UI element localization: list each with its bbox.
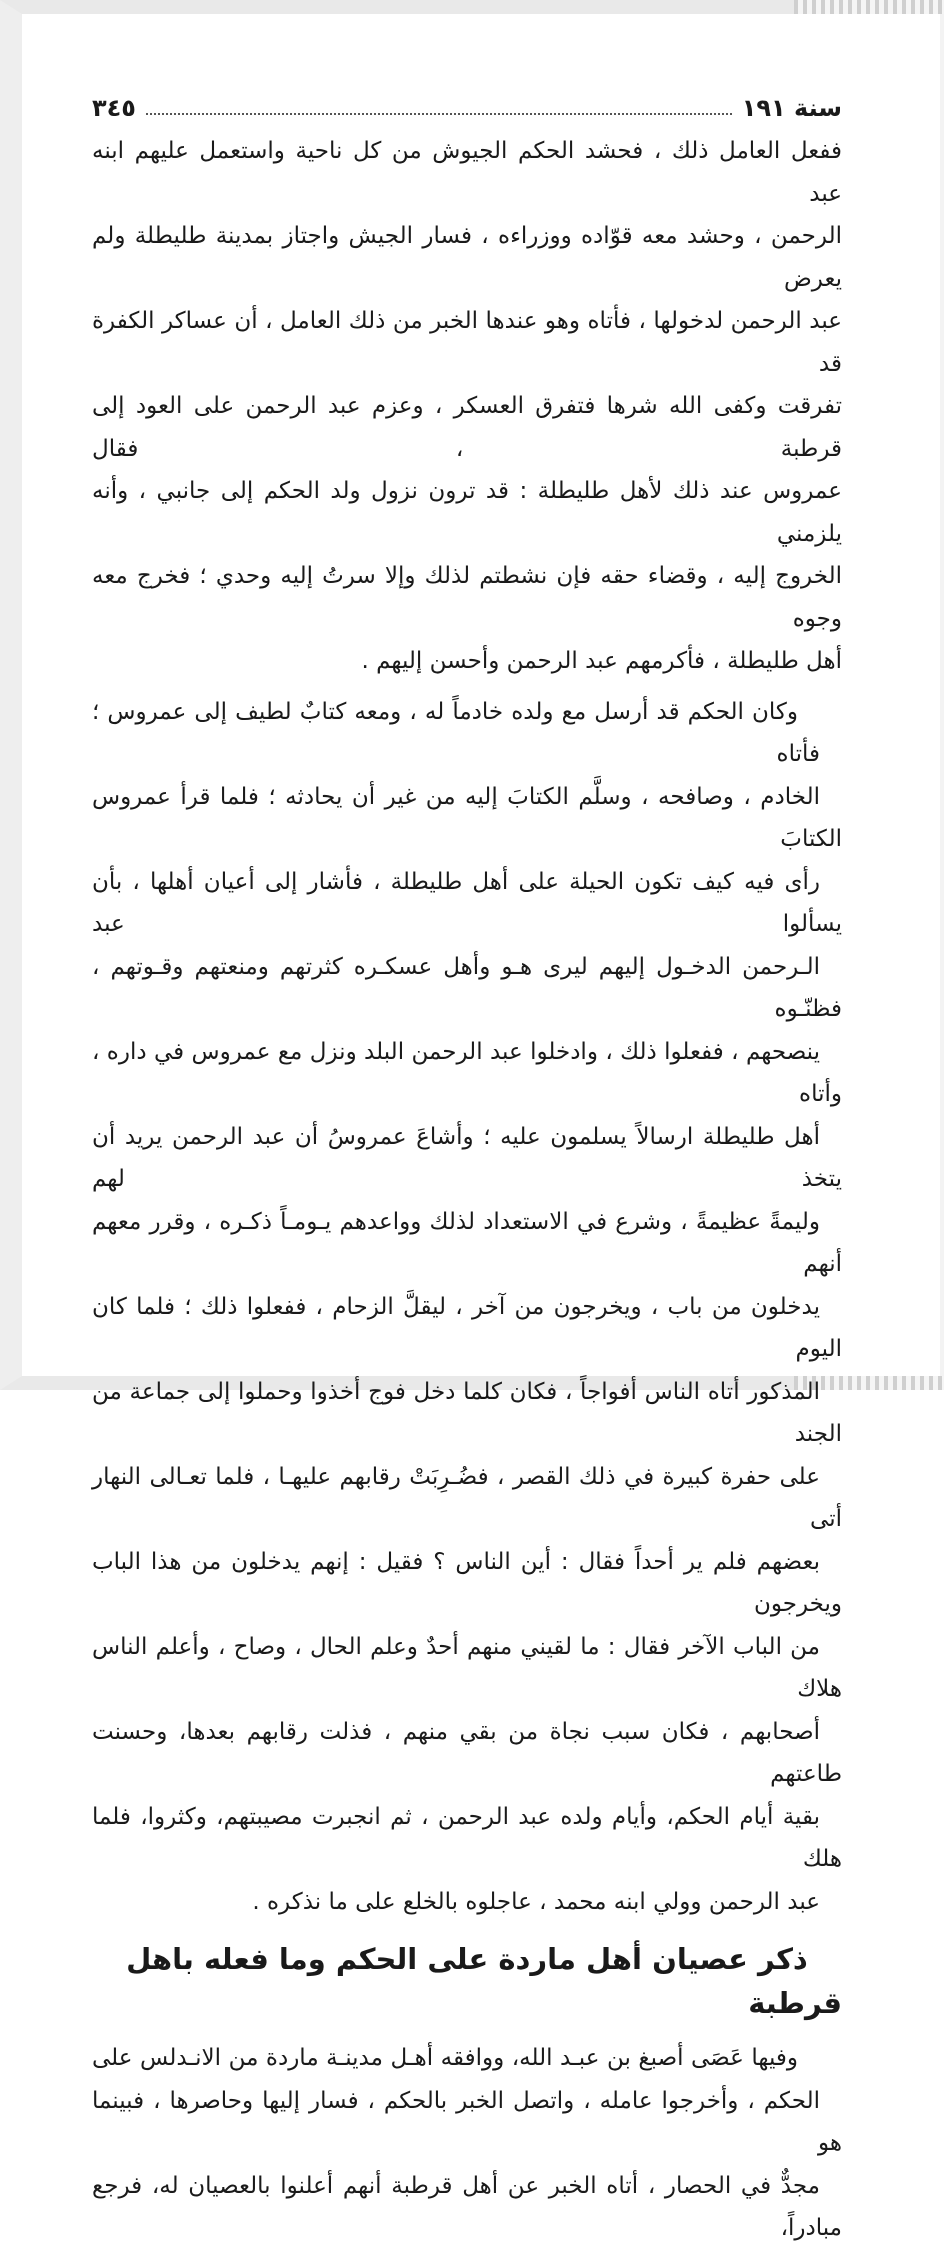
section-heading: ذكر عصيان أهل ماردة على الحكم وما فعله باهل قرطبة [126,1942,842,2020]
paragraph-2 [92,691,842,1924]
text-line: عمروس عند ذلك لأهل طليطلة : قد ترون نزول ولد الحكم إلى جانبي ، وأنه يلزمني [92,478,842,547]
text-line: وكان الحكم قد أرسل مع ولده خادماً له ، ومعه كتابٌ لطيف إلى عمروس ؛ فأتاه [92,698,820,767]
text-line: وفيها عَصَى أصبغ بن عبـد الله، ووافقه أهـل مدينـة ماردة من الانـدلس على [92,2045,798,2071]
text-line: على حفرة كبيرة في ذلك القصر ، فضُـرِبَتْ رقابهم عليهـا ، فلما تعـالى النهار أتى [92,1463,842,1532]
header-leader-dots [146,113,732,115]
running-header [92,82,842,122]
text-line: أصحابهم ، فكان سبب نجاة من بقي منهم ، فذلت رقابهم بعدها، وحسنت طاعتهم [92,1718,842,1787]
text-line: ينصحهم ، ففعلوا ذلك ، وادخلوا عبد الرحمن البلد ونزل مع عمروس في داره ، وأتاه [92,1038,842,1107]
page-number: ٣٤٥ [92,94,136,122]
text-line: عبد الرحمن وولي ابنه محمد ، عاجلوه بالخلع على ما نذكره . [252,1888,820,1915]
paragraph-1 [92,130,842,683]
text-line: أهل طليطلة ارسالاً يسلمون عليه ؛ وأشاعَ عمروسُ أن عبد الرحمن يريد أن يتخذ لهم [92,1123,842,1192]
text-line: بعضهم فلم ير أحداً فقال : أين الناس ؟ فقيل : إنهم يدخلون من هذا الباب ويخرجون [92,1548,842,1617]
paragraph-3 [92,2037,842,2250]
text-line: مجدٌّ في الحصار ، أتاه الخبر عن أهل قرطبة أنهم أعلنوا بالعصيان له، فرجع مبادراً، [92,2172,842,2241]
text-line: من الباب الآخر فقال : ما لقيني منهم أحدٌ وعلم الحال ، وصاح ، وأعلم الناس هلاك [92,1633,842,1702]
text-line: الـرحمن الدخـول إليهم ليرى هـو وأهل عسكـره كثرتهم ومنعتهم وقـوتهم ، فظنّـوه [92,953,842,1022]
text-line: وليمةً عظيمةً ، وشرع في الاستعداد لذلك وواعدهم يـومـاً ذكـره ، وقرر معهم أنهم [92,1208,842,1277]
main-text [92,130,842,2250]
text-line: تفرقت وكفى الله شرها فتفرق العسكر ، وعزم عبد الرحمن على العود إلى قرطبة ، فقال [92,393,842,462]
text-line: أهل طليطلة ، فأكرمهم عبد الرحمن وأحسن إليهم . [361,648,842,674]
year-label: سنة ١٩١ [741,94,842,122]
text-line: الرحمن ، وحشد معه قوّاده ووزراءه ، فسار الجيش واجتاز بمدينة طليطلة ولم يعرض [92,223,842,292]
book-page [92,82,842,2258]
text-line: رأى فيه كيف تكون الحيلة على أهل طليطلة ، فأشار إلى أعيان أهلها ، بأن يسألوا عبد [92,868,842,937]
text-line: عبد الرحمن لدخولها ، فأتاه وهو عندها الخبر من ذلك العامل ، أن عساكر الكفرة قد [92,308,842,377]
ornament-border-top [794,0,944,14]
text-line: الخادم ، وصافحه ، وسلَّم الكتابَ إليه من غير أن يحادثه ؛ فلما قرأ عمروس الكتابَ [92,783,842,852]
text-line: يدخلون من باب ، ويخرجون من آخر ، ليقلَّ الزحام ، ففعلوا ذلك ؛ فلما كان اليوم [92,1293,842,1362]
text-line: ففعل العامل ذلك ، فحشد الحكم الجيوش من كل ناحية واستعمل عليهم ابنه عبد [92,138,842,207]
text-line: الخروج إليه ، وقضاء حقه فإن نشطتم لذلك وإلا سرتُ إليه وحدي ؛ فخرج معه وجوه [92,563,842,632]
text-line: المذكور أتاه الناس أفواجاً ، فكان كلما دخل فوج أخذوا وحملوا إلى جماعة من الجند [92,1378,842,1447]
text-line: الحكم ، وأخرجوا عامله ، واتصل الخبر بالحكم ، فسار إليها وحاصرها ، فبينما هو [92,2087,842,2156]
text-line: بقية أيام الحكم، وأيام ولده عبد الرحمن ، ثم انجبرت مصيبتهم، وكثروا، فلما هلك [92,1803,842,1872]
